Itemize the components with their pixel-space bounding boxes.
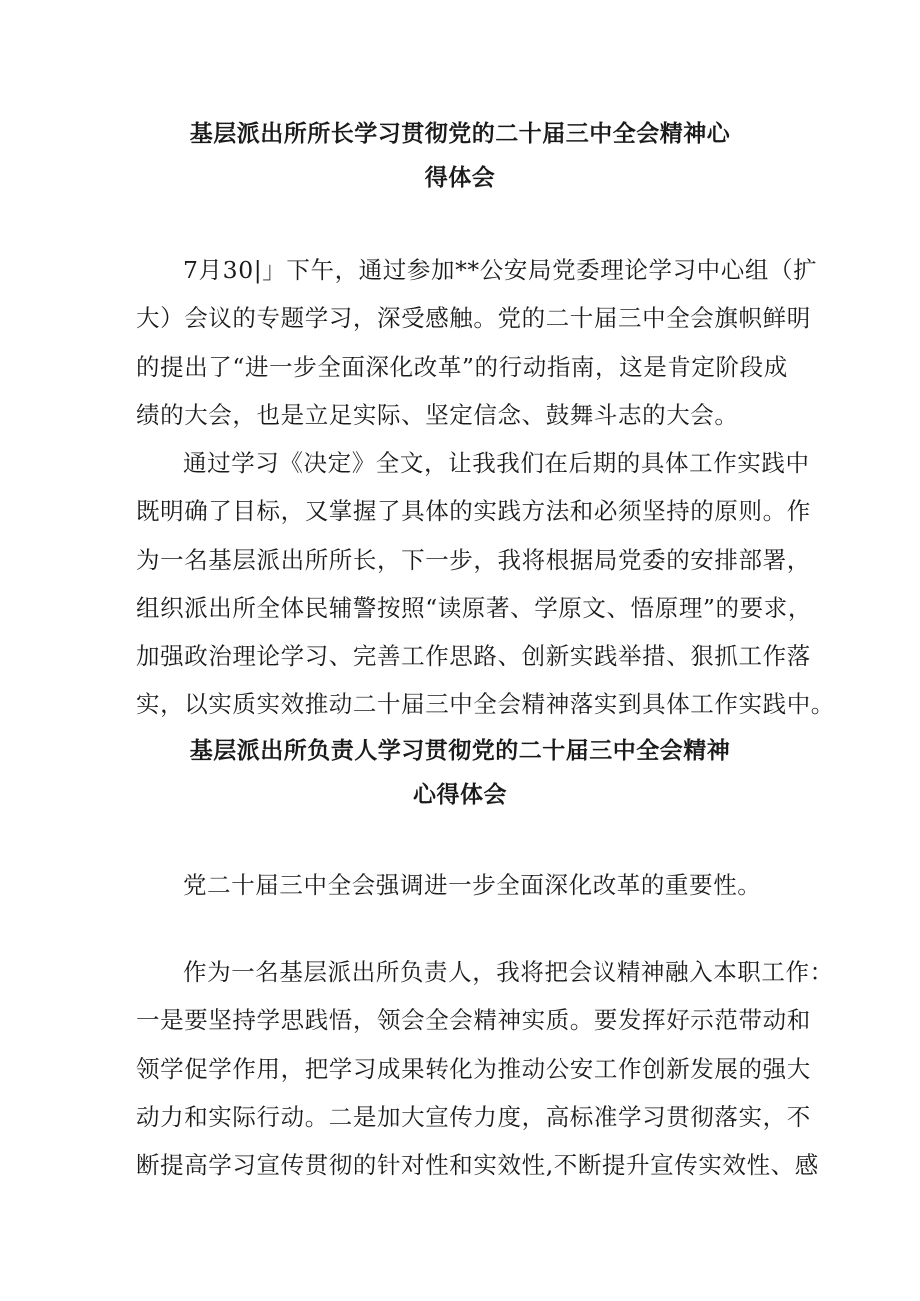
- paragraph-line: 实，以实质实效推动二十届三中全会精神落实到具体工作实践中。: [136, 690, 835, 719]
- paragraph-line: 动力和实际行动。二是加大宣传力度，高标准学习贯彻落实，不: [136, 1102, 811, 1131]
- section-2-title-line: 基层派出所负责人学习贯彻党的二十届三中全会精神: [189, 738, 731, 764]
- paragraph-line: 一是要坚持学思践悟，领会全会精神实质。要发挥好示范带动和: [136, 1006, 811, 1035]
- section-1-title-line: 基层派出所所长学习贯彻党的二十届三中全会精神心: [189, 121, 731, 147]
- section-2-paragraph-1: [136, 861, 796, 909]
- paragraph-line: 的提出了“进一步全面深化改革”的行动指南，这是肯定阶段成: [136, 352, 788, 381]
- paragraph-line: 通过学习《决定》全文，让我我们在后期的具体工作实践中: [183, 449, 810, 477]
- paragraph-line: 组织派出所全体民辅警按照“读原著、学原文、悟原理”的要求，: [136, 593, 812, 622]
- paragraph-line: 既明确了目标，又掌握了具体的实践方法和必须坚持的原则。作: [136, 497, 811, 526]
- paragraph-line: 领学促学作用，把学习成果转化为推动公安工作创新发展的强大: [136, 1054, 811, 1083]
- paragraph-line: 断提高学习宣传贯彻的针对性和实效性,不断提升宣传实效性、感: [136, 1151, 819, 1180]
- section-1-paragraph-1: [136, 246, 818, 439]
- section-2-title-line: 心得体会: [413, 782, 507, 808]
- section-2-paragraph-2: [136, 948, 834, 1189]
- paragraph-line: 大）会议的专题学习，深受感触。党的二十届三中全会旗帜鲜明: [136, 304, 811, 333]
- paragraph-line: 加强政治理论学习、完善工作思路、创新实践举措、狠抓工作落: [136, 642, 811, 671]
- paragraph-line: 绩的大会，也是立足实际、坚定信念、鼓舞斗志的大会。: [136, 400, 739, 429]
- paragraph-line: 党二十届三中全会强调进一步全面深化改革的重要性。: [183, 871, 762, 899]
- paragraph-line: 7月30|」下午，通过参加**公安局党委理论学习中心组（扩: [183, 256, 818, 284]
- section-1-title-line: 得体会: [424, 165, 496, 191]
- section-1-title: [0, 112, 920, 200]
- section-2-title: [0, 729, 920, 817]
- section-1-paragraph-2: [136, 439, 835, 729]
- paragraph-line: 为一名基层派出所所长，下一步，我将根据局党委的安排部署，: [136, 545, 811, 574]
- paragraph-line: 作为一名基层派出所负责人，我将把会议精神融入本职工作：: [183, 958, 834, 986]
